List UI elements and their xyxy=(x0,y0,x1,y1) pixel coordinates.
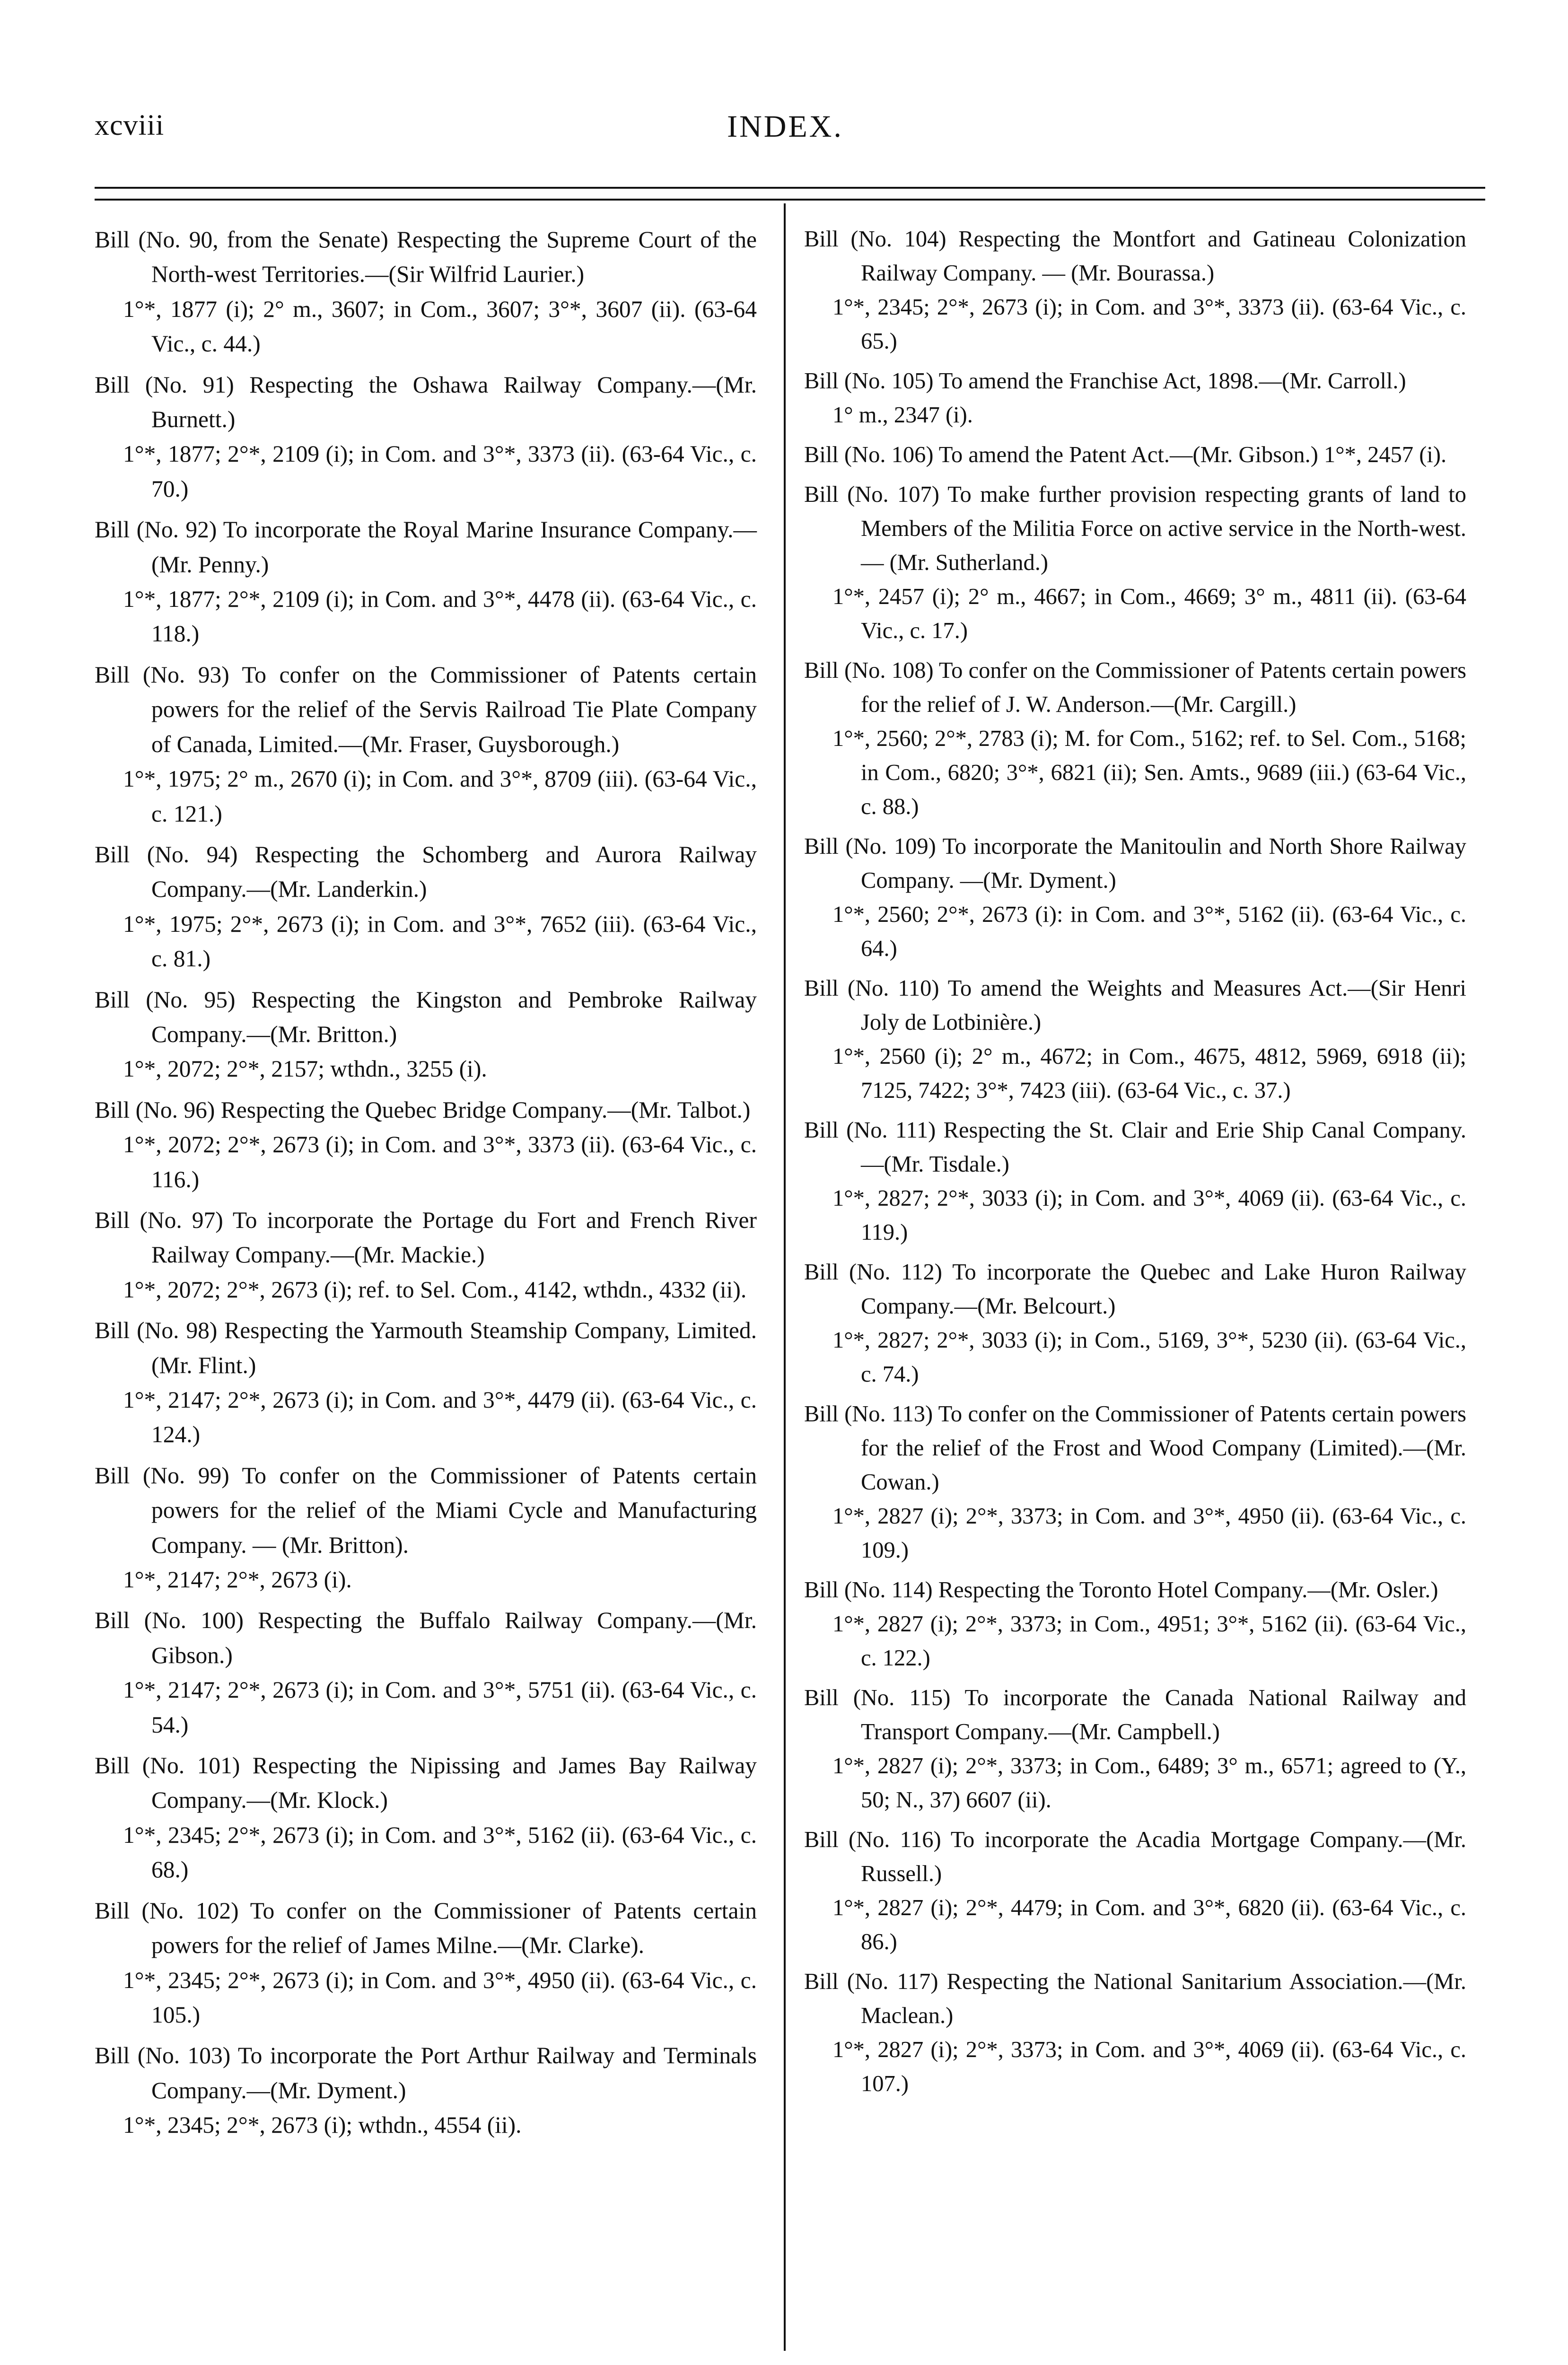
entry-details: 1°*, 2457 (i); 2° m., 4667; in Com., 4669; 3° m., 4811 (ii). (63-64 Vic., c. 17.) xyxy=(832,584,1466,643)
entry-heading: Bill (No. 109) To incorporate the Manitoulin and North Shore Railway Company. —(Mr. Dyment.) xyxy=(804,834,1466,893)
entry-details: 1°*, 2147; 2°*, 2673 (i). xyxy=(123,1567,352,1593)
index-entry-bill-105 xyxy=(804,364,1466,432)
entry-details: 1°*, 2072; 2°*, 2673 (i); ref. to Sel. Com., 4142, wthdn., 4332 (ii). xyxy=(123,1276,747,1303)
entry-details: 1°*, 2345; 2°*, 2673 (i); in Com. and 3°*, 4950 (ii). (63-64 Vic., c. 105.) xyxy=(123,1967,757,2028)
index-entry-bill-107 xyxy=(804,478,1466,648)
entry-details: 1°*, 1877; 2°*, 2109 (i); in Com. and 3°*, 3373 (ii). (63-64 Vic., c. 70.) xyxy=(123,441,757,502)
index-entry-bill-113 xyxy=(804,1397,1466,1568)
entry-heading: Bill (No. 97) To incorporate the Portage du Fort and French River Railway Company.—(Mr. Mackie.) xyxy=(95,1207,757,1268)
index-entry-bill-102 xyxy=(95,1893,757,2032)
entry-details: 1°*, 2827 (i); 2°*, 4479; in Com. and 3°*, 6820 (ii). (63-64 Vic., c. 86.) xyxy=(832,1895,1466,1954)
entry-heading: Bill (No. 96) Respecting the Quebec Bridge Company.—(Mr. Talbot.) xyxy=(95,1096,751,1123)
entry-heading: Bill (No. 98) Respecting the Yarmouth Steamship Company, Limited. (Mr. Flint.) xyxy=(95,1317,757,1378)
entry-details: 1°*, 2827; 2°*, 3033 (i); in Com., 5169, 3°*, 5230 (ii). (63-64 Vic., c. 74.) xyxy=(832,1328,1466,1387)
index-entry-bill-116 xyxy=(804,1823,1466,1959)
entry-details: 1° m., 2347 (i). xyxy=(832,403,973,428)
index-entry-bill-92 xyxy=(95,512,757,651)
index-entry-bill-109 xyxy=(804,830,1466,966)
entry-heading: Bill (No. 100) Respecting the Buffalo Railway Company.—(Mr. Gibson.) xyxy=(95,1607,757,1668)
entry-details: 1°*, 2345; 2°*, 2673 (i); in Com. and 3°*, 5162 (ii). (63-64 Vic., c. 68.) xyxy=(123,1822,757,1883)
page-header xyxy=(95,109,1476,166)
header-rule-bottom xyxy=(95,199,1485,201)
entry-heading: Bill (No. 117) Respecting the National Sanitarium Association.—(Mr. Maclean.) xyxy=(804,1969,1466,2028)
entry-heading: Bill (No. 110) To amend the Weights and Measures Act.—(Sir Henri Joly de Lotbinière.) xyxy=(804,976,1466,1035)
entry-heading: Bill (No. 103) To incorporate the Port Arthur Railway and Terminals Company.—(Mr. Dyment.) xyxy=(95,2042,757,2103)
index-entry-bill-99 xyxy=(95,1458,757,1597)
entry-details: 1°*, 2827; 2°*, 3033 (i); in Com. and 3°*, 4069 (ii). (63-64 Vic., c. 119.) xyxy=(832,1186,1466,1245)
entry-details: 1°*, 2072; 2°*, 2157; wthdn., 3255 (i). xyxy=(123,1056,487,1082)
entry-details: 1°*, 2072; 2°*, 2673 (i); in Com. and 3°*, 3373 (ii). (63-64 Vic., c. 116.) xyxy=(123,1131,757,1192)
entry-heading: Bill (No. 115) To incorporate the Canada National Railway and Transport Company.—(Mr. Campbell.) xyxy=(804,1685,1466,1744)
entry-heading: Bill (No. 95) Respecting the Kingston and Pembroke Railway Company.—(Mr. Britton.) xyxy=(95,986,757,1047)
entry-details: 1°*, 2560; 2°*, 2673 (i): in Com. and 3°*, 5162 (ii). (63-64 Vic., c. 64.) xyxy=(832,902,1466,961)
index-entry-bill-110 xyxy=(804,972,1466,1108)
index-entry-bill-100 xyxy=(95,1603,757,1742)
entry-heading: Bill (No. 92) To incorporate the Royal Marine Insurance Company.—(Mr. Penny.) xyxy=(95,517,757,578)
entry-heading: Bill (No. 111) Respecting the St. Clair and Erie Ship Canal Company.—(Mr. Tisdale.) xyxy=(804,1118,1466,1177)
entry-heading: Bill (No. 105) To amend the Franchise Act, 1898.—(Mr. Carroll.) xyxy=(804,368,1406,394)
index-entry-bill-94 xyxy=(95,837,757,976)
index-entry-bill-115 xyxy=(804,1681,1466,1817)
entry-details: 1°*, 2147; 2°*, 2673 (i); in Com. and 3°*, 5751 (ii). (63-64 Vic., c. 54.) xyxy=(123,1677,757,1738)
index-entry-bill-112 xyxy=(804,1255,1466,1392)
index-entry-bill-108 xyxy=(804,654,1466,824)
index-entry-bill-98 xyxy=(95,1313,757,1452)
entry-heading: Bill (No. 113) To confer on the Commissioner of Patents certain powers for the relief of the Frost and Wood Company (Limited).—(Mr. Cowan.) xyxy=(804,1401,1466,1495)
entry-heading: Bill (No. 108) To confer on the Commissioner of Patents certain powers for the relief of J. W. Anderson.—(Mr. Cargill.) xyxy=(804,658,1466,717)
entry-details: 1°*, 2345; 2°*, 2673 (i); wthdn., 4554 (ii). xyxy=(123,2112,522,2138)
entry-details: 1°*, 1877; 2°*, 2109 (i); in Com. and 3°*, 4478 (ii). (63-64 Vic., c. 118.) xyxy=(123,586,757,647)
page-title: INDEX. xyxy=(727,109,843,144)
entry-details: 1°*, 2560 (i); 2° m., 4672; in Com., 4675, 4812, 5969, 6918 (ii); 7125, 7422; 3°*, 7423 (iii). (63-64 Vic., c. 37.) xyxy=(832,1044,1466,1103)
entry-details: 1°*, 2827 (i); 2°*, 3373; in Com., 4951; 3°*, 5162 (ii). (63-64 Vic., c. 122.) xyxy=(832,1612,1466,1671)
index-entry-bill-91 xyxy=(95,368,757,507)
entry-heading: Bill (No. 102) To confer on the Commissioner of Patents certain powers for the relief of James Milne.—(Mr. Clarke). xyxy=(95,1897,757,1959)
entry-heading: Bill (No. 90, from the Senate) Respecting the Supreme Court of the North-west Territories.—(Sir Wilfrid Laurier.) xyxy=(95,227,757,288)
index-entry-bill-96 xyxy=(95,1093,757,1197)
entry-heading: Bill (No. 112) To incorporate the Quebec and Lake Huron Railway Company.—(Mr. Belcourt.) xyxy=(804,1260,1466,1319)
index-entry-bill-90 xyxy=(95,222,757,361)
entry-heading: Bill (No. 107) To make further provision respecting grants of land to Members of the Militia Force on active service in the North-west. — (Mr. Sutherland.) xyxy=(804,482,1466,575)
header-rule-top xyxy=(95,187,1485,189)
entry-heading: Bill (No. 93) To confer on the Commissioner of Patents certain powers for the relief of the Servis Railroad Tie Plate Company of Canada, Limited.—(Mr. Fraser, Guysborough.) xyxy=(95,661,757,757)
entry-heading: Bill (No. 101) Respecting the Nipissing and James Bay Railway Company.—(Mr. Klock.) xyxy=(95,1752,757,1813)
entry-details: 1°*, 2827 (i); 2°*, 3373; in Com., 6489; 3° m., 6571; agreed to (Y., 50; N., 37) 6607 (ii). xyxy=(832,1753,1466,1813)
right-column xyxy=(804,222,1466,2107)
entry-heading: Bill (No. 114) Respecting the Toronto Hotel Company.—(Mr. Osler.) xyxy=(804,1577,1438,1603)
index-entry-bill-106 xyxy=(804,438,1466,472)
entry-details: 1°*, 2345; 2°*, 2673 (i); in Com. and 3°*, 3373 (ii). (63-64 Vic., c. 65.) xyxy=(832,295,1466,354)
entry-heading: Bill (No. 116) To incorporate the Acadia Mortgage Company.—(Mr. Russell.) xyxy=(804,1827,1466,1886)
index-entry-bill-97 xyxy=(95,1203,757,1307)
entry-details: 1°*, 1877 (i); 2° m., 3607; in Com., 3607; 3°*, 3607 (ii). (63-64 Vic., c. 44.) xyxy=(123,296,757,357)
entry-details: 1°*, 2827 (i); 2°*, 3373; in Com. and 3°*, 4069 (ii). (63-64 Vic., c. 107.) xyxy=(832,2037,1466,2096)
index-entry-bill-101 xyxy=(95,1748,757,1887)
entry-heading: Bill (No. 94) Respecting the Schomberg and Aurora Railway Company.—(Mr. Landerkin.) xyxy=(95,841,757,902)
index-entry-bill-95 xyxy=(95,982,757,1086)
index-entry-bill-104 xyxy=(804,222,1466,359)
left-column xyxy=(95,222,757,2149)
entry-heading: Bill (No. 104) Respecting the Montfort and Gatineau Colonization Railway Company. — (Mr. Bourassa.) xyxy=(804,227,1466,286)
index-entry-bill-93 xyxy=(95,657,757,831)
entry-heading: Bill (No. 99) To confer on the Commissioner of Patents certain powers for the relief of the Miami Cycle and Manufacturing Company. — (Mr. Britton). xyxy=(95,1462,757,1558)
index-entry-bill-103 xyxy=(95,2038,757,2142)
entry-details: 1°*, 2147; 2°*, 2673 (i); in Com. and 3°*, 4479 (ii). (63-64 Vic., c. 124.) xyxy=(123,1387,757,1448)
index-entry-bill-117 xyxy=(804,1965,1466,2101)
entry-heading: Bill (No. 91) Respecting the Oshawa Railway Company.—(Mr. Burnett.) xyxy=(95,371,757,433)
column-divider xyxy=(784,203,786,2351)
entry-details: 1°*, 1975; 2°*, 2673 (i); in Com. and 3°*, 7652 (iii). (63-64 Vic., c. 81.) xyxy=(123,911,757,972)
entry-details: 1°*, 1975; 2° m., 2670 (i); in Com. and 3°*, 8709 (iii). (63-64 Vic., c. 121.) xyxy=(123,766,757,827)
entry-heading: Bill (No. 106) To amend the Patent Act.—(Mr. Gibson.) 1°*, 2457 (i). xyxy=(804,442,1447,467)
index-entry-bill-114 xyxy=(804,1573,1466,1675)
entry-details: 1°*, 2560; 2°*, 2783 (i); M. for Com., 5162; ref. to Sel. Com., 5168; in Com., 6820; 3°*, 6821 (ii); Sen. Amts., 9689 (iii.) (63-64 Vic., c. 88.) xyxy=(832,726,1466,819)
index-entry-bill-111 xyxy=(804,1113,1466,1250)
entry-details: 1°*, 2827 (i); 2°*, 3373; in Com. and 3°*, 4950 (ii). (63-64 Vic., c. 109.) xyxy=(832,1504,1466,1563)
page-number: xcviii xyxy=(95,109,165,141)
